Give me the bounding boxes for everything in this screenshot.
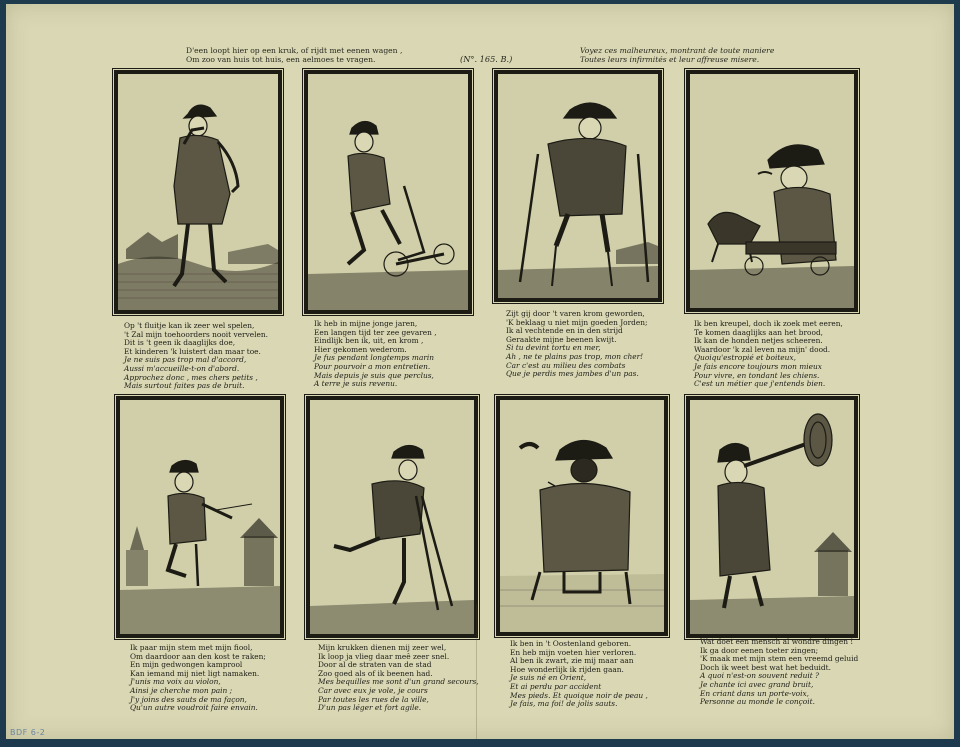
header-left-line-2: Om zoo van huis tot huis, een aelmoes te vragen. — [186, 55, 376, 64]
verse-line: Ik kan de honden netjes scheeren. — [694, 336, 823, 346]
verse-line: Quoiqu'estropié et boiteux, — [694, 353, 796, 363]
verse-line: Eindlijk ben ik, uit, en krom , — [314, 336, 424, 346]
verse-line: Ah , ne te plains pas trop, mon cher! — [506, 351, 644, 361]
verse-line: Et kinderen 'k luistert dan maar toe. — [124, 346, 261, 356]
woodcut-man-wiping-face — [118, 74, 278, 310]
verse-line: Je suis né en Orient, — [510, 673, 587, 683]
panel-2-verse — [314, 320, 437, 389]
panel-6-verse — [318, 644, 479, 713]
verse-line: Een langen tijd ter zee gevaren , — [314, 327, 437, 337]
panel-8-verse — [700, 638, 858, 707]
verse-line: C'est un métier que j'entends bien. — [694, 379, 826, 389]
verse-line: Aussi m'accueille-t-on d'abord. — [124, 363, 240, 373]
verse-line: J'y joins des sauts de ma façon, — [130, 694, 247, 704]
verse-line: Je fais encore toujours mon mieux — [694, 361, 822, 371]
verse-line: Approchez donc , mes chers petits , — [124, 372, 258, 382]
panel-3-illustration — [494, 70, 662, 302]
woodcut-man-on-stilts — [498, 74, 658, 298]
woodcut-peg-leg-fiddler — [120, 400, 280, 634]
verse-line: Al ben ik zwart, zie mij maar aan — [510, 656, 634, 666]
verse-line: Si tu devint tortu en mer, — [506, 343, 601, 353]
woodcut-legless-pipe-smoker — [500, 400, 664, 632]
verse-line: Mes bequilles me sont d'un grand secours, — [318, 677, 479, 687]
verse-line: D'un pas léger et fort agile. — [318, 703, 422, 713]
verse-line: Je chante ici avec grand bruit, — [700, 679, 814, 689]
verse-line: Op 't fluitje kan ik zeer wel spelen, — [124, 321, 255, 330]
panel-8-illustration — [686, 396, 858, 638]
verse-line: Mais depuis je suis que perclus, — [314, 370, 434, 380]
verse-line: Wat doet een mensch al wondre dingen ! — [700, 637, 854, 646]
verse-line: Zijt gij door 't varen krom geworden, — [506, 309, 645, 318]
verse-line: Ik al vechtende en in den strijd — [506, 326, 623, 336]
panel-4-illustration — [686, 70, 858, 312]
verse-line: 'K maak met mijn stem een vreemd geluid — [700, 654, 859, 664]
panel-5-verse — [130, 644, 266, 713]
verse-line: 't Zal mijn toehoorders nooit vervelen. — [124, 329, 268, 339]
header-right-line-2: Toutes leurs infirmités et leur affreuse misere. — [580, 55, 760, 64]
verse-line: En mijn gedwongen kamprool — [130, 660, 243, 670]
panel-1-illustration — [114, 70, 282, 314]
header-dutch — [186, 46, 402, 64]
verse-line: En criant dans un porte-voix, — [700, 688, 809, 698]
verse-line: Ik loop ja vlieg daar meê zeer snel. — [318, 651, 450, 661]
verse-line: A quoi n'est-on souvent reduit ? — [700, 671, 819, 681]
verse-line: Mes pieds. Et quoique noir de peau , — [510, 690, 648, 700]
woodcut-man-with-two-crutches — [310, 400, 474, 634]
verse-line: 'K beklaag u niet mijn goeden Jorden; — [506, 317, 648, 327]
verse-line: Te komen daaglijks aan het brood, — [694, 327, 824, 337]
verse-line: Par toutes les rues de la ville, — [318, 694, 429, 704]
verse-line: Mijn krukken dienen mij zeer wel, — [318, 643, 447, 652]
panel-5-illustration — [116, 396, 284, 638]
woodcut-man-with-dog-cart — [690, 74, 854, 308]
verse-line: Hoe wonderlijk ik rijden gaan. — [510, 664, 624, 674]
verse-line: Je fais, ma foi! de jolis sauts. — [510, 699, 618, 709]
verse-line: Je fus pendant longtemps marin — [314, 353, 435, 363]
print-sheet — [6, 4, 954, 739]
panel-7-illustration — [496, 396, 668, 636]
header-right-line-1: Voyez ces malheureux, montrant de toute maniere — [580, 46, 775, 55]
verse-line: Que je perdis mes jambes d'un pas. — [506, 369, 639, 379]
verse-line: Ainsi je cherche mon pain ; — [130, 685, 233, 695]
panel-6-illustration — [306, 396, 478, 638]
panel-4-verse — [694, 320, 843, 389]
verse-line: Pour vivre, en tondant les chiens. — [694, 370, 820, 380]
panel-7-verse — [510, 640, 648, 709]
verse-line: En heb mijn voeten hier verloren. — [510, 647, 637, 657]
verse-line: Hier gekomen wederom. — [314, 344, 407, 354]
panel-2-illustration — [304, 70, 472, 314]
verse-line: Personne au monde le conçoit. — [700, 697, 815, 707]
woodcut-boy-on-wheeled-crutch — [308, 74, 468, 310]
archive-stamp: BDF 6-2 — [10, 728, 46, 737]
verse-line: Ik ben kreupel, doch ik zoek met eeren, — [694, 319, 843, 328]
verse-line: Kan iemand mij niet ligt namaken. — [130, 668, 260, 678]
panel-1-verse — [124, 322, 268, 391]
verse-line: Qu'un autre voudroit faire envain. — [130, 703, 258, 713]
verse-line: Waardoor 'k zal leven na mijn' dood. — [694, 344, 831, 354]
verse-line: Ik ben in 't Oostenland geboren. — [510, 639, 632, 648]
verse-line: Zoo goed als of ik beenen had. — [318, 668, 433, 678]
verse-line: Car avec eux je vole, je cours — [318, 685, 428, 695]
verse-line: A terre je suis revenu. — [314, 379, 398, 389]
print-number: (N°. 165. B.) — [460, 54, 513, 64]
verse-line: Door al de straten van de stad — [318, 660, 432, 670]
paper-crease — [476, 604, 477, 739]
verse-line: Dit is 't geen ik daaglijks doe, — [124, 338, 236, 348]
verse-line: Je ne suis pas trop mal d'accord, — [124, 355, 247, 365]
header-left-line-1: D'een loopt hier op een kruk, of rijdt met eenen wagen , — [186, 46, 403, 55]
panel-3-verse — [506, 310, 648, 379]
header-french — [580, 46, 774, 64]
verse-line: Pour pourvoir a mon entretien. — [314, 361, 431, 371]
verse-line: Om daardoor aan den kost te raken; — [130, 651, 266, 661]
verse-line: Et ai perdu par accident — [510, 681, 602, 691]
verse-line: Geraakte mijne beenen kwijt. — [506, 334, 617, 344]
verse-line: Ik heb in mijne jonge jaren, — [314, 319, 418, 328]
verse-line: Mais surtout faites pas de bruit. — [124, 381, 245, 391]
verse-line: Ik paar mijn stem met mijn fiool, — [130, 643, 253, 652]
woodcut-horn-blower — [690, 400, 854, 634]
verse-line: Doch ik weet best wat het beduidt. — [700, 662, 831, 672]
verse-line: Car c'est au milieu des combats — [506, 360, 626, 370]
verse-line: J'unis ma voix au violon, — [130, 677, 221, 687]
verse-line: Ik ga door eenen toeter zingen; — [700, 645, 819, 655]
